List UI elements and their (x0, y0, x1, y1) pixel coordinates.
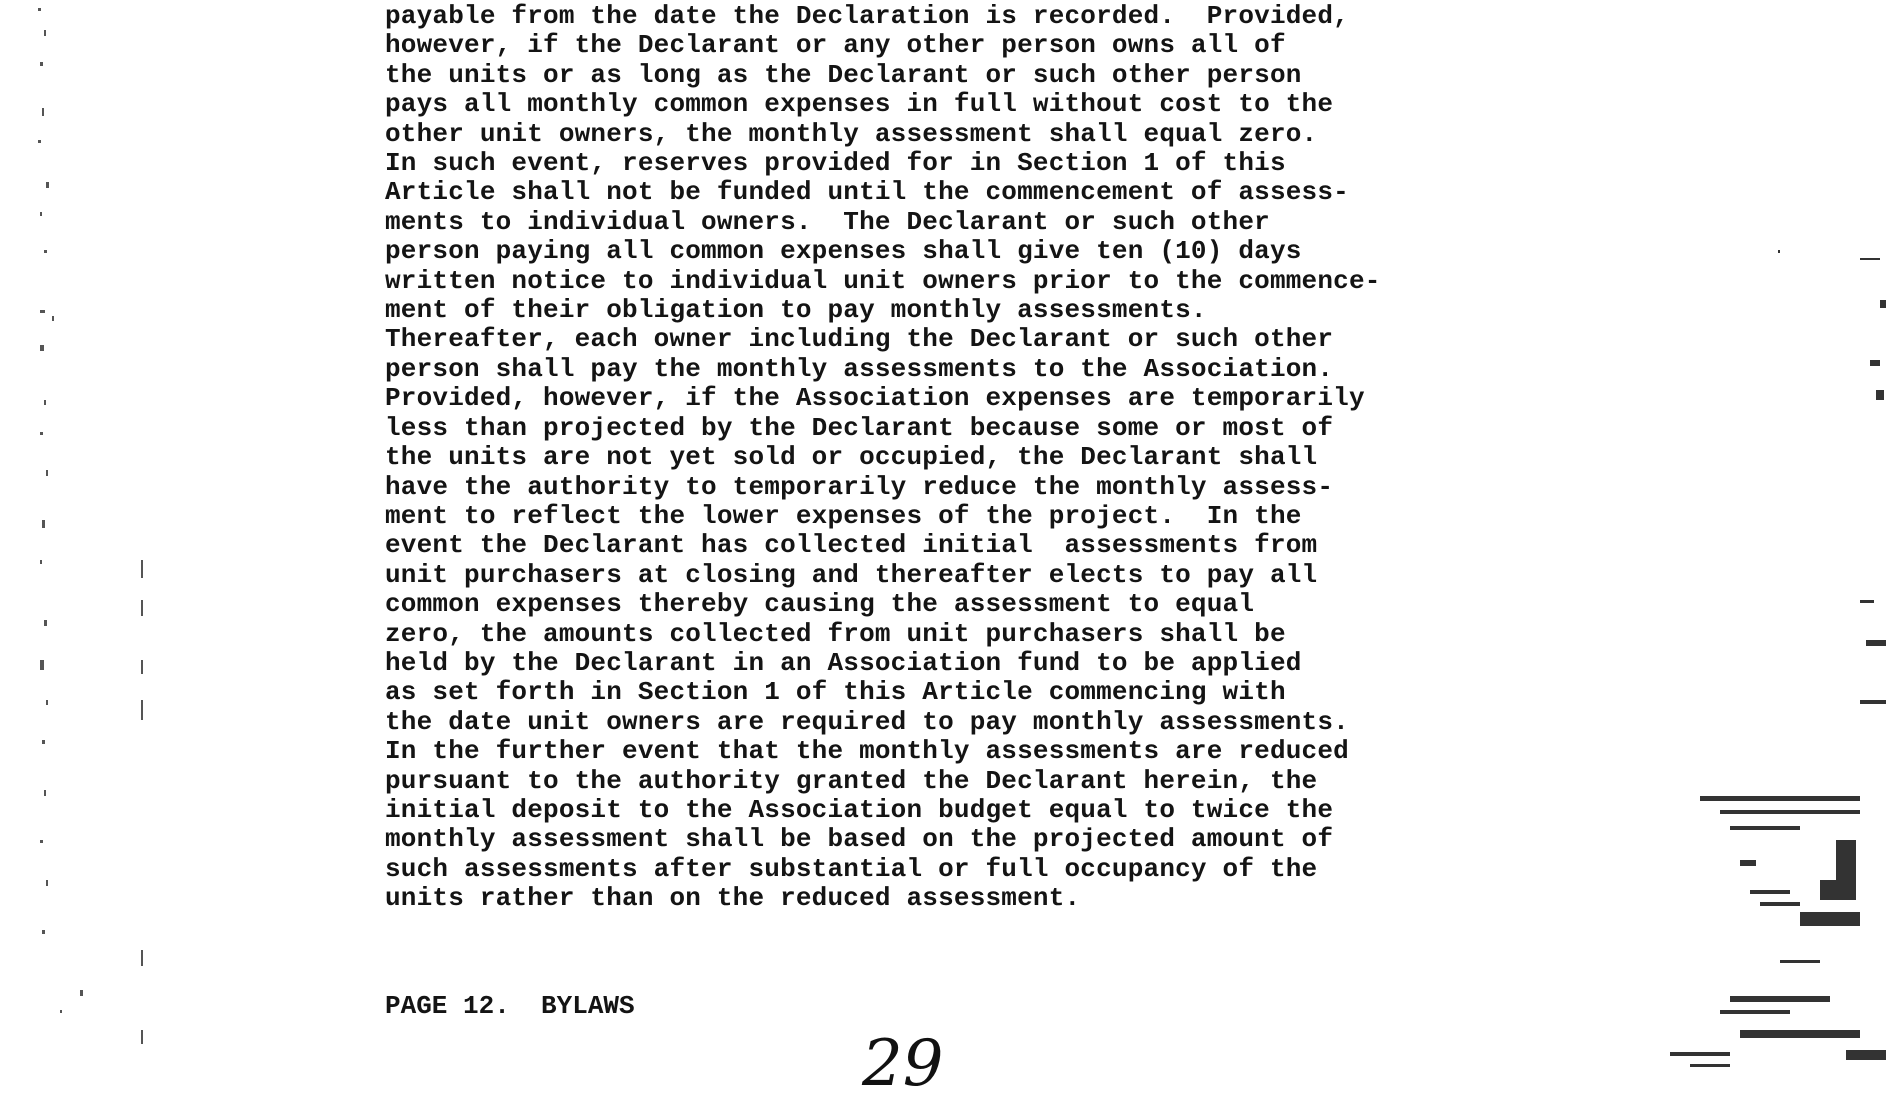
text-line: Provided, however, if the Association expenses are temporarily (385, 383, 1365, 414)
text-line: units rather than on the reduced assessment. (385, 883, 1081, 914)
text-line: initial deposit to the Association budget equal to twice the (385, 794, 1334, 825)
text-line: however, if the Declarant or any other person owns all of (385, 30, 1286, 61)
text-line: zero, the amounts collected from unit purchasers shall be (385, 618, 1286, 649)
text-line: person shall pay the monthly assessments to the Association. (385, 353, 1334, 384)
text-line: other unit owners, the monthly assessment shall equal zero. (385, 118, 1318, 149)
bylaws-paragraph (385, 2, 1545, 914)
text-line: less than projected by the Declarant because some or most of (385, 412, 1334, 443)
left-edge-specks (38, 8, 143, 1044)
text-line: the units or as long as the Declarant or such other person (385, 59, 1302, 90)
text-line: written notice to individual unit owners prior to the commence- (385, 265, 1381, 296)
text-line: In such event, reserves provided for in Section 1 of this (385, 148, 1286, 179)
text-line: held by the Declarant in an Association fund to be applied (385, 647, 1302, 678)
text-line: common expenses thereby causing the assessment to equal (385, 589, 1255, 620)
text-line: ment to reflect the lower expenses of the project. In the (385, 500, 1302, 531)
text-line: the units are not yet sold or occupied, the Declarant shall (385, 442, 1318, 473)
text-line: In the further event that the monthly assessments are reduced (385, 736, 1349, 767)
text-line: payable from the date the Declaration is recorded. Provided, (385, 1, 1349, 31)
text-line: pursuant to the authority granted the Declarant herein, the (385, 765, 1318, 796)
page-footer: PAGE 12. BYLAWS (385, 991, 635, 1021)
handwritten-page-number: 29 (862, 1027, 944, 1101)
text-line: have the authority to temporarily reduce the monthly assess- (385, 471, 1334, 502)
text-line: ments to individual owners. The Declarant or such other (385, 206, 1270, 237)
text-line: such assessments after substantial or full occupancy of the (385, 853, 1318, 884)
text-line: person paying all common expenses shall give ten (10) days (385, 236, 1302, 267)
text-line: ment of their obligation to pay monthly assessments. (385, 295, 1207, 326)
right-edge-artifacts (1670, 250, 1886, 1067)
text-line: unit purchasers at closing and thereafter elects to pay all (385, 559, 1318, 590)
text-line: pays all monthly common expenses in full without cost to the (385, 89, 1334, 120)
text-line: event the Declarant has collected initial assessments from (385, 530, 1318, 561)
text-line: the date unit owners are required to pay monthly assessments. (385, 706, 1349, 737)
text-line: Thereafter, each owner including the Declarant or such other (385, 324, 1334, 355)
text-line: as set forth in Section 1 of this Article commencing with (385, 677, 1286, 708)
text-line: monthly assessment shall be based on the projected amount of (385, 824, 1334, 855)
text-line: Article shall not be funded until the commencement of assess- (385, 177, 1349, 208)
